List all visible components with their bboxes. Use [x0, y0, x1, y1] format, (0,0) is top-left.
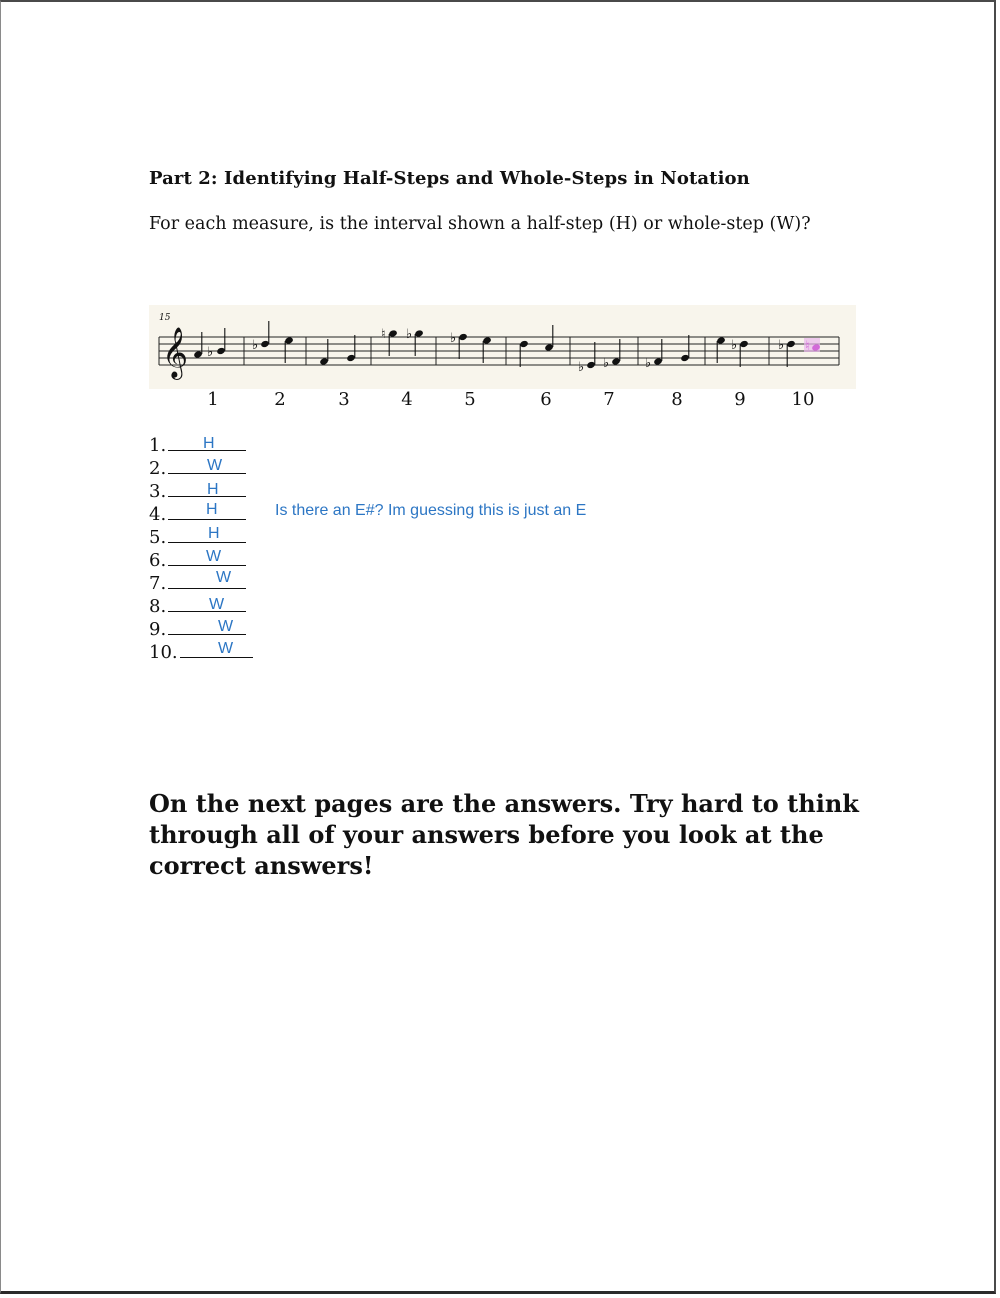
measure-number: 3 — [338, 389, 350, 410]
measure-number: 7 — [603, 389, 615, 410]
svg-text:♭: ♭ — [578, 360, 585, 375]
staff-notation-image — [149, 305, 856, 389]
measure-number: 8 — [671, 389, 683, 410]
svg-text:♭: ♭ — [778, 338, 785, 353]
answer-row: 4. — [149, 504, 246, 527]
answer-blank[interactable] — [180, 656, 253, 658]
closing-note: On the next pages are the answers. Try hard to think through all of your answers before you look at the correct answers! — [149, 789, 859, 880]
answer-response: H — [206, 501, 218, 518]
answer-response: W — [216, 569, 232, 586]
answer-response: H — [203, 435, 215, 452]
svg-text:♭: ♭ — [450, 331, 457, 346]
svg-text:♭: ♭ — [406, 327, 413, 342]
answer-response: W — [206, 548, 222, 565]
answer-row: 8. — [149, 596, 246, 619]
answer-row: 2. — [149, 458, 246, 481]
answer-row: 10. — [149, 642, 253, 665]
treble-clef-icon: 𝄞 — [162, 327, 189, 378]
svg-text:♭: ♭ — [207, 345, 214, 360]
measure-number: 5 — [464, 389, 476, 410]
answer-row: 5. — [149, 527, 246, 550]
starting-measure-number: 15 — [159, 313, 171, 323]
svg-text:♭: ♭ — [645, 356, 652, 371]
svg-text:♮: ♮ — [381, 327, 386, 342]
svg-text:♮: ♮ — [805, 339, 810, 354]
highlighted-note — [804, 338, 821, 354]
measure-number: 1 — [207, 389, 219, 410]
comment-annotation: Is there an E#? Im guessing this is just an E — [275, 502, 587, 519]
svg-text:♭: ♭ — [731, 338, 738, 353]
instructions-text: For each measure, is the interval shown a half-step (H) or whole-step (W)? — [149, 214, 811, 234]
answer-response: H — [208, 525, 220, 542]
answer-blank[interactable] — [168, 587, 246, 589]
answer-response: H — [207, 481, 219, 498]
measure-number: 9 — [734, 389, 746, 410]
answer-response: W — [218, 640, 234, 657]
answer-blank[interactable] — [168, 610, 246, 612]
measure-number: 4 — [401, 389, 413, 410]
answer-blank[interactable] — [168, 633, 246, 635]
answer-row: 7. — [149, 573, 246, 596]
measure-number: 6 — [540, 389, 552, 410]
answer-response: W — [218, 618, 234, 635]
answer-row: 1. — [149, 435, 246, 458]
answer-response: W — [207, 457, 223, 474]
answer-row: 6. — [149, 550, 246, 573]
svg-text:♭: ♭ — [252, 338, 259, 353]
measure-number: 10 — [791, 389, 815, 410]
section-title: Part 2: Identifying Half-Steps and Whole-Steps in Notation — [149, 168, 750, 189]
svg-text:♭: ♭ — [603, 356, 610, 371]
measure-number: 2 — [274, 389, 286, 410]
answer-response: W — [209, 596, 225, 613]
music-staff — [149, 305, 856, 389]
answer-row: 3. — [149, 481, 246, 504]
answer-row: 9. — [149, 619, 246, 642]
